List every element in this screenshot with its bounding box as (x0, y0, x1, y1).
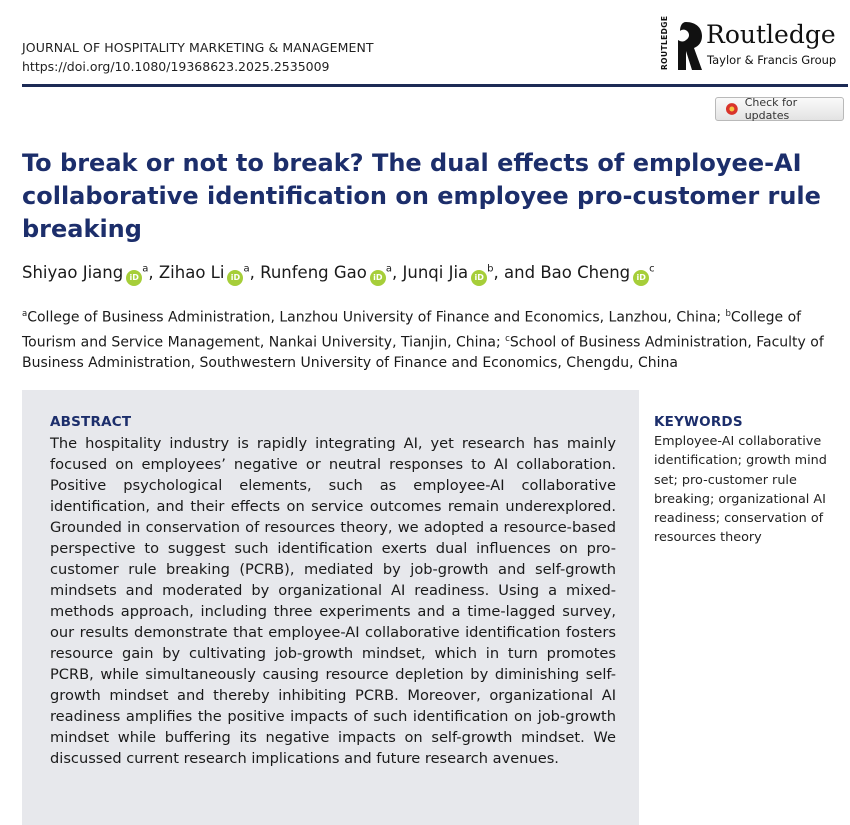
author-affiliation-mark: a (243, 263, 250, 275)
orcid-icon[interactable]: iD (126, 270, 142, 286)
orcid-icon[interactable]: iD (471, 270, 487, 286)
author-entry (22, 263, 159, 282)
keywords-heading: KEYWORDS (654, 414, 743, 430)
publisher-subtitle: Taylor & Francis Group (707, 53, 837, 67)
publisher-vertical-label: ROUTLEDGE (660, 15, 669, 70)
affiliations (22, 304, 848, 374)
journal-name: JOURNAL OF HOSPITALITY MARKETING & MANAGEMENT (22, 40, 374, 55)
author-affiliation-mark: c (649, 263, 655, 275)
journal-info (22, 38, 374, 76)
author-entry (159, 263, 260, 282)
author-entry (403, 263, 541, 282)
affiliation-mark: c (505, 333, 510, 344)
keywords-text: Employee-AI collaborative identification; growth mind set; pro-customer rule breaking; organizational AI readiness; conservation of resources theory (654, 434, 827, 546)
author-separator: , (249, 263, 261, 282)
author-name[interactable]: Shiyao Jiang (22, 263, 124, 282)
author-name[interactable]: Zihao Li (158, 263, 225, 282)
author-affiliation-mark: b (487, 263, 494, 275)
author-separator: , (392, 263, 403, 282)
abstract-heading: ABSTRACT (50, 414, 132, 430)
author-name[interactable]: Bao Cheng (540, 263, 631, 282)
author-name[interactable]: Junqi Jia (402, 263, 469, 282)
routledge-head-icon (672, 20, 704, 72)
author-affiliation-mark: a (385, 263, 393, 275)
affiliation-text: School of Business Administration, Faculty of Business Administration, Southwestern University of Finance and Economics, Chengdu, China (22, 334, 824, 372)
abstract-text: The hospitality industry is rapidly integrating AI, yet research has mainly focused on employees’ negative or neutral responses to AI collaboration. Positive psychological elements, such as employee-AI collaborative identification, and their effects on service outcomes remain underexplored. Grounded in conservation of resources theory, we adopted a resource-based perspective to suggest such identification exerts dual influences on pro-customer rule breaking (PCRB), mediated by job-growth and self-growth mindsets and moderated by organizational AI readiness. Using a mixed-methods approach, including three experiments and a time-lagged survey, our results demonstrate that employee-AI collaborative identification fosters resource gain by cultivating job-growth mindset, which in turn promotes PCRB, while simultaneously causing resource depletion by diminishing self-growth mindset and thereby inhibiting PCRB. Moreover, organizational AI readiness amplifies the positive impacts of such identification on job-growth mindset while buffering its negative impacts on self-growth mindset. We discussed current research implications and future research avenues. (50, 435, 616, 767)
doi-link[interactable]: https://doi.org/10.1080/19368623.2025.2535009 (22, 59, 330, 74)
orcid-icon[interactable]: iD (370, 270, 386, 286)
affiliation-text: College of Tourism and Service Management, Nankai University, Tianjin, China; (22, 309, 802, 351)
affiliation-mark: a (22, 309, 28, 319)
publisher-name: Routledge (706, 20, 836, 49)
orcid-icon[interactable]: iD (633, 270, 649, 286)
orcid-icon[interactable]: iD (227, 270, 243, 286)
author-name[interactable]: Runfeng Gao (260, 263, 367, 282)
publisher-logo (660, 15, 850, 74)
check-for-updates-button[interactable] (715, 97, 844, 121)
author-entry (260, 263, 402, 282)
author-affiliation-mark: a (142, 263, 149, 275)
header-divider (22, 84, 848, 87)
affiliation-text: College of Business Administration, Lanzhou University of Finance and Economics, Lanzhou, China; (27, 309, 726, 326)
author-list (22, 263, 655, 286)
author-separator: , and (493, 263, 541, 282)
affiliation-mark: b (725, 309, 731, 319)
author-separator: , (148, 263, 159, 282)
update-badge-icon (725, 102, 739, 116)
check-for-updates-label: Check for updates (744, 96, 798, 122)
author-entry (540, 263, 654, 282)
article-title: To break or not to break? The dual effects of employee-AI collaborative identification on employee pro-customer rule breaking (22, 149, 821, 243)
